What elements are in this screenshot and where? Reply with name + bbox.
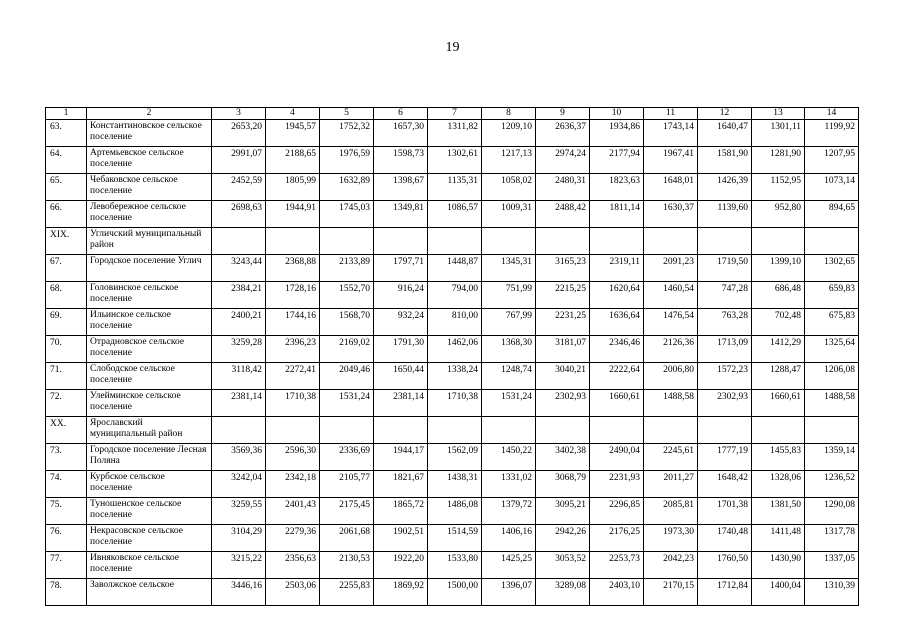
value-cell: 1488,58 [805,390,859,417]
value-cell: 1411,48 [752,525,805,552]
row-number: 73. [46,444,87,471]
value-cell: 1531,24 [320,390,374,417]
value-cell: 2596,30 [266,444,320,471]
value-cell: 2085,81 [644,498,698,525]
value-cell: 1400,04 [752,579,805,606]
value-cell: 1743,14 [644,120,698,147]
value-cell: 702,48 [752,309,805,336]
value-cell: 1311,82 [428,120,482,147]
value-cell [266,417,320,444]
column-header: 5 [320,108,374,120]
settlement-name: Ярославский муниципальный район [87,417,212,444]
value-cell [805,228,859,255]
value-cell: 1945,57 [266,120,320,147]
value-cell: 2396,23 [266,336,320,363]
value-cell: 2319,11 [590,255,644,282]
column-header: 10 [590,108,644,120]
value-cell: 1301,11 [752,120,805,147]
value-cell [752,417,805,444]
value-cell: 1740,48 [698,525,752,552]
value-cell: 3259,55 [212,498,266,525]
row-number: 64. [46,147,87,174]
value-cell: 1514,59 [428,525,482,552]
settlement-name: Курбское сельское поселение [87,471,212,498]
table-row [46,444,859,471]
value-cell: 1823,63 [590,174,644,201]
row-number: 75. [46,498,87,525]
value-cell: 1448,87 [428,255,482,282]
table-row [46,417,859,444]
value-cell: 1349,81 [374,201,428,228]
value-cell: 1476,54 [644,309,698,336]
value-cell: 1660,61 [590,390,644,417]
settlement-name: Чебаковское сельское поселение [87,174,212,201]
value-cell: 1777,19 [698,444,752,471]
table-row [46,498,859,525]
row-number: 71. [46,363,87,390]
settlement-name: Артемьевское сельское поселение [87,147,212,174]
value-cell: 2061,68 [320,525,374,552]
value-cell: 1199,92 [805,120,859,147]
value-cell: 894,65 [805,201,859,228]
value-cell: 3289,08 [536,579,590,606]
table-row [46,552,859,579]
value-cell: 2272,41 [266,363,320,390]
value-cell: 2296,85 [590,498,644,525]
value-cell: 1865,72 [374,498,428,525]
value-cell: 794,00 [428,282,482,309]
value-cell: 2133,89 [320,255,374,282]
row-number: 69. [46,309,87,336]
value-cell: 1745,03 [320,201,374,228]
value-cell: 3402,38 [536,444,590,471]
value-cell: 2336,69 [320,444,374,471]
value-cell: 2188,65 [266,147,320,174]
table-row [46,147,859,174]
value-cell: 1752,32 [320,120,374,147]
settlement-name: Головинское сельское поселение [87,282,212,309]
value-cell: 1710,38 [428,390,482,417]
column-header: 13 [752,108,805,120]
value-cell: 2222,64 [590,363,644,390]
value-cell: 1486,08 [428,498,482,525]
value-cell: 1728,16 [266,282,320,309]
value-cell: 1281,90 [752,147,805,174]
value-cell: 3068,79 [536,471,590,498]
value-cell: 2342,18 [266,471,320,498]
value-cell: 659,83 [805,282,859,309]
value-cell: 1135,31 [428,174,482,201]
row-number: 74. [46,471,87,498]
value-cell: 1944,91 [266,201,320,228]
value-cell: 1902,51 [374,525,428,552]
value-cell: 2403,10 [590,579,644,606]
value-cell: 1805,99 [266,174,320,201]
value-cell [482,417,536,444]
table-row [46,120,859,147]
value-cell: 2049,46 [320,363,374,390]
value-cell: 1811,14 [590,201,644,228]
value-cell: 763,28 [698,309,752,336]
value-cell: 1338,24 [428,363,482,390]
settlement-name: Константиновское сельское поселение [87,120,212,147]
value-cell: 2488,42 [536,201,590,228]
settlement-name: Отрадновское сельское поселение [87,336,212,363]
row-number: 63. [46,120,87,147]
value-cell: 1438,31 [428,471,482,498]
value-cell: 2176,25 [590,525,644,552]
value-cell: 1562,09 [428,444,482,471]
value-cell: 1206,08 [805,363,859,390]
value-cell: 1302,65 [805,255,859,282]
table-row [46,579,859,606]
value-cell: 2245,61 [644,444,698,471]
table-row [46,336,859,363]
value-cell: 2400,21 [212,309,266,336]
settlement-name: Некрасовское сельское поселение [87,525,212,552]
table-row [46,525,859,552]
value-cell: 3446,16 [212,579,266,606]
value-cell: 2698,63 [212,201,266,228]
value-cell: 2480,31 [536,174,590,201]
value-cell: 1760,50 [698,552,752,579]
value-cell: 2991,07 [212,147,266,174]
value-cell: 1058,02 [482,174,536,201]
value-cell: 1552,70 [320,282,374,309]
value-cell: 1660,61 [752,390,805,417]
value-cell: 2006,80 [644,363,698,390]
value-cell: 1568,70 [320,309,374,336]
value-cell: 675,83 [805,309,859,336]
value-cell: 2011,27 [644,471,698,498]
value-cell: 1345,31 [482,255,536,282]
value-cell: 1973,30 [644,525,698,552]
table-row [46,471,859,498]
value-cell: 2169,02 [320,336,374,363]
value-cell: 2974,24 [536,147,590,174]
value-cell: 1368,30 [482,336,536,363]
value-cell: 3181,07 [536,336,590,363]
value-cell: 1425,25 [482,552,536,579]
value-cell: 1967,41 [644,147,698,174]
value-cell [266,228,320,255]
value-cell: 1572,23 [698,363,752,390]
value-cell: 747,28 [698,282,752,309]
value-cell: 1073,14 [805,174,859,201]
value-cell: 686,48 [752,282,805,309]
value-cell: 1152,95 [752,174,805,201]
value-cell: 1713,09 [698,336,752,363]
value-cell: 2384,21 [212,282,266,309]
value-cell: 2346,46 [590,336,644,363]
value-cell: 2302,93 [698,390,752,417]
value-cell: 751,99 [482,282,536,309]
value-cell: 1379,72 [482,498,536,525]
value-cell: 1500,00 [428,579,482,606]
value-cell: 2279,36 [266,525,320,552]
value-cell: 1359,14 [805,444,859,471]
column-header: 6 [374,108,428,120]
value-cell: 1317,78 [805,525,859,552]
value-cell: 1791,30 [374,336,428,363]
row-number: XIX. [46,228,87,255]
settlement-name: Левобережное сельское поселение [87,201,212,228]
row-number: 66. [46,201,87,228]
value-cell: 1325,64 [805,336,859,363]
value-cell: 1455,83 [752,444,805,471]
value-cell: 3053,52 [536,552,590,579]
value-cell: 1290,08 [805,498,859,525]
table-row [46,201,859,228]
value-cell: 1248,74 [482,363,536,390]
value-cell: 1331,02 [482,471,536,498]
value-cell [805,417,859,444]
row-number: 76. [46,525,87,552]
value-cell: 1302,61 [428,147,482,174]
tariff-table [45,107,859,606]
row-number: 65. [46,174,87,201]
column-header: 3 [212,108,266,120]
value-cell: 1712,84 [698,579,752,606]
value-cell: 1934,86 [590,120,644,147]
value-cell: 1430,90 [752,552,805,579]
column-header: 7 [428,108,482,120]
settlement-name: Городское поселение Лесная Поляна [87,444,212,471]
value-cell: 3569,36 [212,444,266,471]
value-cell [590,228,644,255]
value-cell: 2452,59 [212,174,266,201]
value-cell: 1460,54 [644,282,698,309]
settlement-name: Ивняковское сельское поселение [87,552,212,579]
value-cell [428,228,482,255]
row-number: 77. [46,552,87,579]
value-cell: 1236,52 [805,471,859,498]
value-cell: 2942,26 [536,525,590,552]
column-header: 9 [536,108,590,120]
value-cell: 1288,47 [752,363,805,390]
value-cell: 1531,24 [482,390,536,417]
value-cell [590,417,644,444]
value-cell [320,228,374,255]
value-cell: 1337,05 [805,552,859,579]
value-cell [536,417,590,444]
value-cell: 3242,04 [212,471,266,498]
column-header: 14 [805,108,859,120]
value-cell: 1217,13 [482,147,536,174]
value-cell: 1701,38 [698,498,752,525]
value-cell: 2231,93 [590,471,644,498]
value-cell: 1209,10 [482,120,536,147]
value-cell [212,417,266,444]
value-cell: 2255,83 [320,579,374,606]
value-cell: 1581,90 [698,147,752,174]
value-cell: 2653,20 [212,120,266,147]
value-cell: 2170,15 [644,579,698,606]
value-cell: 1426,39 [698,174,752,201]
value-cell: 1650,44 [374,363,428,390]
value-cell: 1821,67 [374,471,428,498]
value-cell [644,228,698,255]
value-cell [698,228,752,255]
value-cell: 1922,20 [374,552,428,579]
value-cell: 1636,64 [590,309,644,336]
column-header: 12 [698,108,752,120]
value-cell [320,417,374,444]
value-cell: 1657,30 [374,120,428,147]
value-cell: 1398,67 [374,174,428,201]
value-cell: 2215,25 [536,282,590,309]
value-cell: 2231,25 [536,309,590,336]
settlement-name: Улейминское сельское поселение [87,390,212,417]
value-cell: 2381,14 [374,390,428,417]
value-cell: 2105,77 [320,471,374,498]
value-cell: 1944,17 [374,444,428,471]
value-cell: 1869,92 [374,579,428,606]
value-cell: 2177,94 [590,147,644,174]
column-header: 1 [46,108,87,120]
value-cell [482,228,536,255]
column-header: 4 [266,108,320,120]
value-cell: 3104,29 [212,525,266,552]
value-cell: 952,80 [752,201,805,228]
value-cell: 916,24 [374,282,428,309]
row-number: 78. [46,579,87,606]
value-cell: 2175,45 [320,498,374,525]
value-cell: 2401,43 [266,498,320,525]
value-cell [698,417,752,444]
value-cell: 1710,38 [266,390,320,417]
page-number: 19 [445,40,460,55]
value-cell: 1139,60 [698,201,752,228]
value-cell: 1620,64 [590,282,644,309]
value-cell: 2126,36 [644,336,698,363]
value-cell: 1310,39 [805,579,859,606]
value-cell: 1744,16 [266,309,320,336]
value-cell: 810,00 [428,309,482,336]
value-cell [428,417,482,444]
value-cell: 1632,89 [320,174,374,201]
value-cell: 1797,71 [374,255,428,282]
table-row [46,282,859,309]
value-cell: 932,24 [374,309,428,336]
row-number: 72. [46,390,87,417]
value-cell [536,228,590,255]
value-cell: 1399,10 [752,255,805,282]
value-cell: 2490,04 [590,444,644,471]
settlement-name: Туношенское сельское поселение [87,498,212,525]
table-body [46,108,859,606]
table-row [46,390,859,417]
value-cell: 2368,88 [266,255,320,282]
value-cell: 1598,73 [374,147,428,174]
value-cell: 1648,01 [644,174,698,201]
value-cell: 1719,50 [698,255,752,282]
value-cell: 2042,23 [644,552,698,579]
value-cell: 767,99 [482,309,536,336]
value-cell: 2636,37 [536,120,590,147]
row-number: XX. [46,417,87,444]
value-cell: 1648,42 [698,471,752,498]
value-cell: 2381,14 [212,390,266,417]
table-row [46,228,859,255]
value-cell: 2302,93 [536,390,590,417]
row-number: 67. [46,255,87,282]
value-cell: 3095,21 [536,498,590,525]
value-cell: 1640,47 [698,120,752,147]
value-cell: 1328,06 [752,471,805,498]
value-cell [644,417,698,444]
value-cell: 3118,42 [212,363,266,390]
value-cell: 1009,31 [482,201,536,228]
value-cell: 2253,73 [590,552,644,579]
value-cell: 1462,06 [428,336,482,363]
value-cell: 2091,23 [644,255,698,282]
value-cell: 1412,29 [752,336,805,363]
table-row [46,174,859,201]
value-cell: 1086,57 [428,201,482,228]
row-number: 70. [46,336,87,363]
value-cell: 3259,28 [212,336,266,363]
value-cell [374,228,428,255]
value-cell: 3215,22 [212,552,266,579]
value-cell: 2503,06 [266,579,320,606]
table-row [46,309,859,336]
settlement-name: Слободское сельское поселение [87,363,212,390]
settlement-name: Угличский муниципальный район [87,228,212,255]
column-header: 2 [87,108,212,120]
value-cell: 1396,07 [482,579,536,606]
value-cell: 3243,44 [212,255,266,282]
settlement-name: Заволжское сельское [87,579,212,606]
value-cell: 3040,21 [536,363,590,390]
value-cell: 1406,16 [482,525,536,552]
value-cell: 2130,53 [320,552,374,579]
value-cell [212,228,266,255]
value-cell: 1207,95 [805,147,859,174]
settlement-name: Ильинское сельское поселение [87,309,212,336]
value-cell: 2356,63 [266,552,320,579]
value-cell [374,417,428,444]
value-cell: 1450,22 [482,444,536,471]
value-cell: 1381,50 [752,498,805,525]
value-cell: 1976,59 [320,147,374,174]
value-cell: 1630,37 [644,201,698,228]
table-row [46,255,859,282]
table-row [46,363,859,390]
column-header: 11 [644,108,698,120]
value-cell [752,228,805,255]
column-header: 8 [482,108,536,120]
header-row [46,108,859,120]
settlement-name: Городское поселение Углич [87,255,212,282]
value-cell: 3165,23 [536,255,590,282]
value-cell: 1488,58 [644,390,698,417]
row-number: 68. [46,282,87,309]
value-cell: 1533,80 [428,552,482,579]
